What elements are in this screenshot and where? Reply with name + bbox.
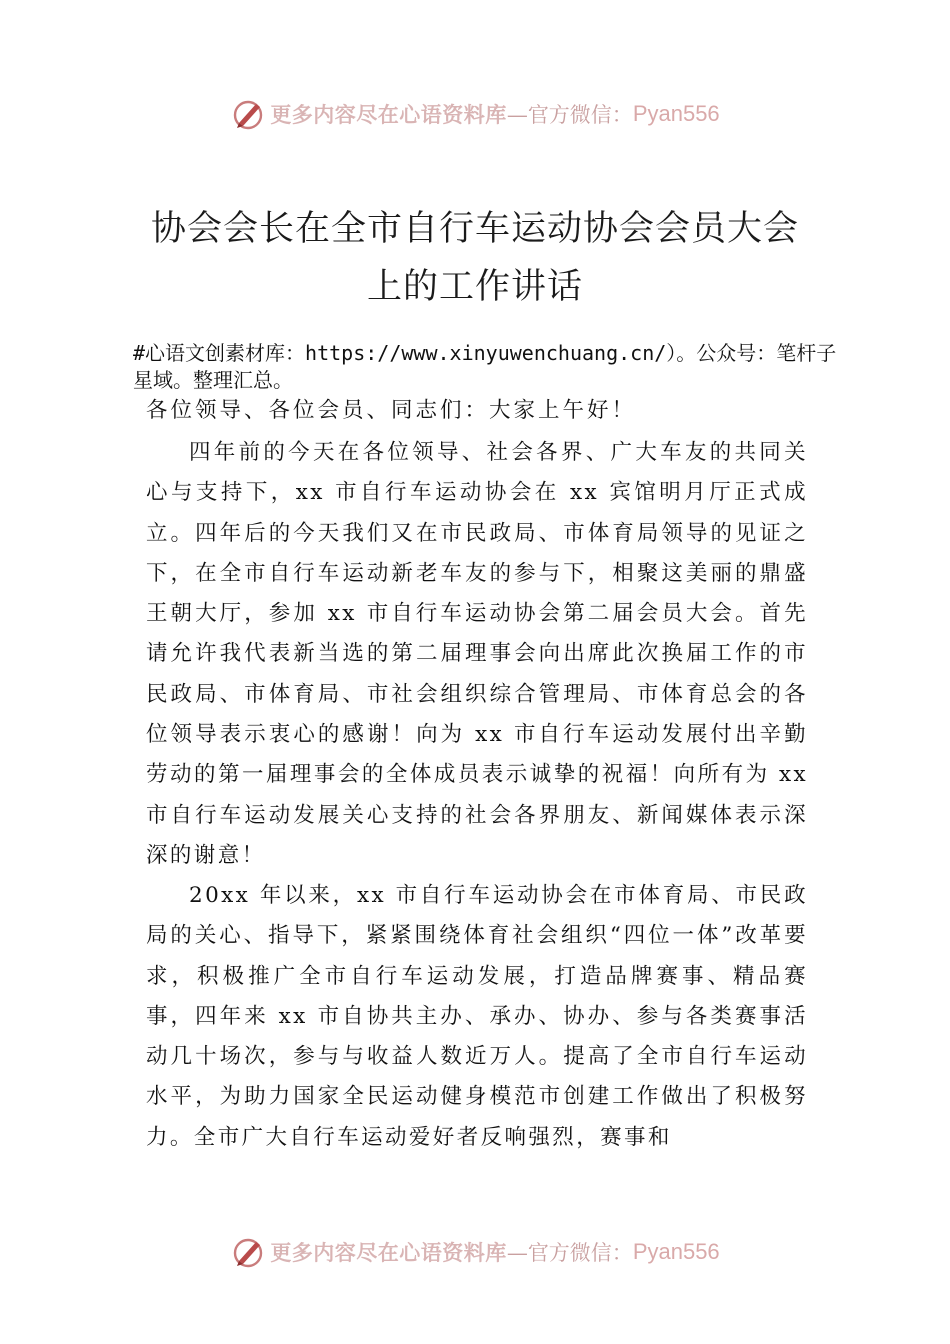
banner-site-text: 更多内容尽在心语资料库: [270, 102, 507, 127]
paragraph-1: 四年前的今天在各位领导、社会各界、广大车友的共同关心与支持下，xx 市自行车运动协会在 xx 宾馆明月厅正式成立。四年后的今天我们又在市民政局、市体育局领导的见证之下，在全市自行车运动新老车友的参与下，相聚这美丽的鼎盛王朝大厅，参加 xx 市自行车运动协会第二届会员大会。首先请允许我代表新当选的第二届理事会向出席此次换届工作的市民政局、市体育局、市社会组织综合管理局、市体育总会的各位领导表示衷心的感谢！向为 xx 市自行车运动发展付出辛勤劳动的第一届理事会的全体成员表示诚挚的祝福！向所有为 xx 市自行车运动发展关心支持的社会各界朋友、新闻媒体表示深深的谢意！: [146, 440, 808, 868]
title-line-2: 上的工作讲话: [366, 267, 583, 307]
pen-logo-icon: [230, 96, 266, 132]
banner-wechat-label: —官方微信：: [506, 1241, 633, 1265]
pen-logo-icon: [230, 1234, 266, 1270]
header-banner: [0, 94, 950, 134]
paragraph-2: 20xx 年以来，xx 市自行车运动协会在市体育局、市民政局的关心、指导下，紧紧围绕体育社会组织“四位一体”改革要求，积极推广全市自行车运动发展，打造品牌赛事、精品赛事，四年来 xx 市自协共主办、承办、协办、参与各类赛事活动几十场次，参与与收益人数近万人。提高了全市自行车运动水平，为助力国家全民运动健身模范市创建工作做出了积极努力。全市广大自行车运动爱好者反响强烈，赛事和: [146, 883, 808, 1150]
banner-wechat-id: Pyan556: [632, 1239, 720, 1264]
banner-wechat-id: Pyan556: [632, 101, 720, 126]
document-title: [100, 200, 850, 316]
source-note: #心语文创素材库：https://www.xinyuwenchuang.cn/）。公众号：笔杆子星域。整理汇总。: [133, 341, 837, 392]
greeting: 各位领导、各位会员、同志们：大家上午好！: [146, 398, 637, 423]
footer-banner: [0, 1232, 950, 1272]
title-line-1: 协会会长在全市自行车运动协会会员大会: [150, 209, 799, 249]
banner-site-text: 更多内容尽在心语资料库: [270, 1240, 507, 1265]
banner-wechat-label: —官方微信：: [506, 103, 633, 127]
